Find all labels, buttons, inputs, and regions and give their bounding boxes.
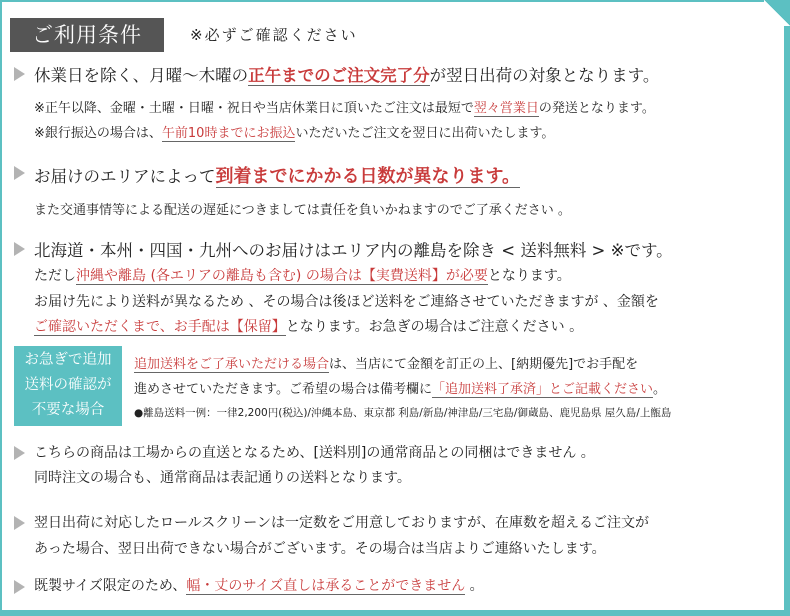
s1-line1: 休業日を除く、月曜～木曜の正午までのご注文完了分が翌日出荷の対象となります。 (34, 66, 660, 85)
s2-line2: また交通事情等による配送の遅延につきましては責任を負いかねますのでご了承ください 。 (34, 203, 571, 218)
urgent-shipping-label: お急ぎで追加 送料の確認が 不要な場合 (14, 346, 122, 426)
s4-line3: ●離島送料一例：一律2,200円(税込)/沖縄本島、東京都 利島/新島/神津島/三宅島/御蔵島、鹿児島県 屋久島/上甑島 (134, 407, 672, 419)
triangle-bullet-icon (14, 446, 25, 460)
s5-line1: こちらの商品は工場からの直送となるため、[送料別]の通常商品との同梱はできません 。 (34, 445, 595, 461)
triangle-bullet-icon (14, 242, 25, 256)
s5-line2: 同時注文の場合も、通常商品は表記通りの送料となります。 (34, 470, 411, 486)
title-note: ※必ずご確認ください (190, 26, 358, 44)
s3-line1: 北海道・本州・四国・九州へのお届けはエリア内の離島を除き < 送料無料 > ※です。 (34, 241, 673, 260)
triangle-bullet-icon (14, 67, 25, 81)
s7-line1: 既製サイズ限定のため、幅・丈のサイズ直しは承ることができません 。 (34, 578, 484, 594)
s1-line2: ※正午以降、金曜・土曜・日曜・祝日や当店休業日に頂いたご注文は最短で翌々営業日の発送となります。 (34, 101, 655, 116)
s6-line1: 翌日出荷に対応したロールスクリーンは一定数をご用意しておりますが、在庫数を超えるご注文が (34, 515, 650, 531)
triangle-bullet-icon (14, 580, 25, 594)
triangle-bullet-icon (14, 516, 25, 530)
s6-line2: あった場合、翌日出荷できない場合がございます。その場合は当店よりご連絡いたします。 (34, 541, 606, 557)
s2-line1: お届けのエリアによって到着までにかかる日数が異なります。 (34, 166, 521, 187)
s1-line3: ※銀行振込の場合は、午前10時までにお振込いただいたご注文を翌日に出荷いたします。 (34, 126, 555, 141)
triangle-bullet-icon (14, 166, 25, 180)
s3-line2: ただし沖縄や離島 (各エリアの離島も含む) の場合は【実費送料】が必要となります。 (34, 268, 571, 284)
s4-line1: 追加送料をご了承いただける場合は、当店にて金額を訂正の上、[納期優先]でお手配を (134, 357, 639, 372)
s4-line2: 進めさせていただきます。ご希望の場合は備考欄に「追加送料了承済」とご記載ください。 (134, 382, 666, 397)
frame-corner-decoration (764, 0, 790, 26)
s3-line4: ご確認いただくまで、お手配は【保留】となります。お急ぎの場合はご注意ください 。 (34, 319, 584, 335)
s3-line3: お届け先により送料が異なるため 、その場合は後ほど送料をご連絡させていただきますが 、金額を (34, 294, 659, 310)
page-title: ご利用条件 (10, 18, 164, 52)
